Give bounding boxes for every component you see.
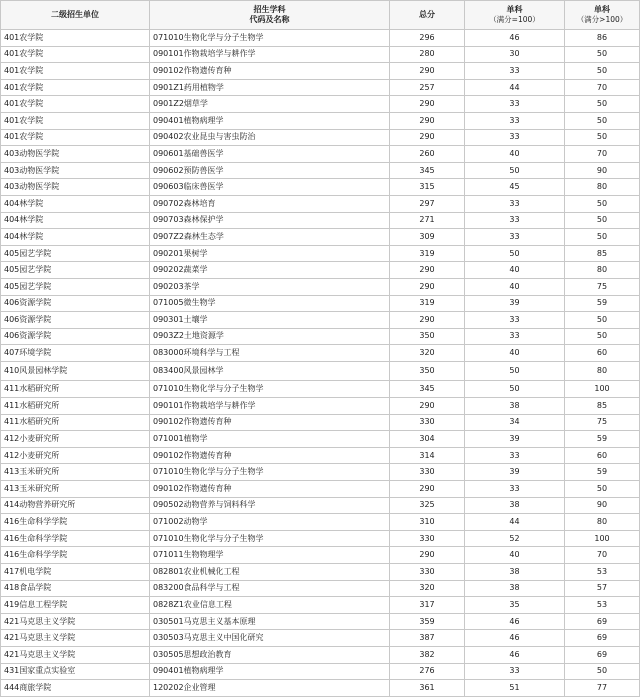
single-over-100-cell: 50 (565, 46, 640, 63)
single-over-100-cell: 70 (565, 79, 640, 96)
unit-cell: 413玉米研究所 (1, 481, 150, 498)
subject-cell: 071011生物物理学 (150, 547, 390, 564)
single-100-cell: 44 (465, 79, 565, 96)
header-subject-line1: 招生学科 (253, 5, 286, 14)
subject-cell: 090102作物遗传育种 (150, 63, 390, 80)
single-over-100-cell: 50 (565, 328, 640, 345)
single-100-cell: 39 (465, 295, 565, 312)
single-100-cell: 51 (465, 680, 565, 697)
total-score-cell: 325 (390, 497, 465, 514)
subject-cell: 071010生物化学与分子生物学 (150, 30, 390, 47)
single-over-100-cell: 69 (565, 613, 640, 630)
total-score-cell: 345 (390, 162, 465, 179)
unit-cell: 406资源学院 (1, 312, 150, 329)
subject-cell: 071002动物学 (150, 514, 390, 531)
table-row (1, 278, 640, 295)
subject-cell: 090502动物营养与饲料科学 (150, 497, 390, 514)
total-score-cell: 382 (390, 646, 465, 663)
subject-cell: 090301土壤学 (150, 312, 390, 329)
table-row (1, 414, 640, 431)
unit-cell: 405园艺学院 (1, 278, 150, 295)
unit-cell: 403动物医学院 (1, 162, 150, 179)
total-score-cell: 296 (390, 30, 465, 47)
table-row (1, 345, 640, 362)
subject-cell: 071010生物化学与分子生物学 (150, 530, 390, 547)
single-100-cell: 38 (465, 564, 565, 581)
single-over-100-cell: 57 (565, 580, 640, 597)
unit-cell: 401农学院 (1, 129, 150, 146)
table-row (1, 481, 640, 498)
unit-cell: 419信息工程学院 (1, 597, 150, 614)
total-score-cell: 330 (390, 530, 465, 547)
single-over-100-cell: 80 (565, 514, 640, 531)
total-score-cell: 290 (390, 312, 465, 329)
subject-cell: 030501马克思主义基本原理 (150, 613, 390, 630)
unit-cell: 421马克思主义学院 (1, 630, 150, 647)
unit-cell: 414动物营养研究所 (1, 497, 150, 514)
single-100-cell: 40 (465, 146, 565, 163)
unit-cell: 405园艺学院 (1, 262, 150, 279)
subject-cell: 071010生物化学与分子生物学 (150, 381, 390, 398)
total-score-cell: 314 (390, 447, 465, 464)
single-100-cell: 46 (465, 646, 565, 663)
total-score-cell: 330 (390, 464, 465, 481)
single-over-100-cell: 53 (565, 564, 640, 581)
single-over-100-cell: 70 (565, 547, 640, 564)
single-100-cell: 45 (465, 179, 565, 196)
single-100-cell: 50 (465, 381, 565, 398)
unit-cell: 401农学院 (1, 46, 150, 63)
unit-cell: 410风景园林学院 (1, 361, 150, 381)
single-100-cell: 30 (465, 46, 565, 63)
subject-cell: 0901Z2烟草学 (150, 96, 390, 113)
table-row (1, 663, 640, 680)
subject-cell: 090101作物栽培学与耕作学 (150, 398, 390, 415)
single-over-100-cell: 85 (565, 398, 640, 415)
unit-cell: 413玉米研究所 (1, 464, 150, 481)
total-score-cell: 290 (390, 547, 465, 564)
single-100-cell: 39 (465, 464, 565, 481)
unit-cell: 431国家重点实验室 (1, 663, 150, 680)
unit-cell: 444商旅学院 (1, 680, 150, 697)
single-100-cell: 39 (465, 431, 565, 448)
single-over-100-cell: 86 (565, 30, 640, 47)
single-over-100-cell: 50 (565, 129, 640, 146)
table-row (1, 30, 640, 47)
total-score-cell: 361 (390, 680, 465, 697)
subject-cell: 083400风景园林学 (150, 361, 390, 381)
single-100-cell: 50 (465, 245, 565, 262)
subject-cell: 090603临床兽医学 (150, 179, 390, 196)
table-row (1, 613, 640, 630)
unit-cell: 411水稻研究所 (1, 398, 150, 415)
table-row (1, 129, 640, 146)
total-score-cell: 290 (390, 63, 465, 80)
single-100-cell: 33 (465, 212, 565, 229)
subject-cell: 0828Z1农业信息工程 (150, 597, 390, 614)
unit-cell: 406资源学院 (1, 295, 150, 312)
subject-cell: 0907Z2森林生态学 (150, 229, 390, 246)
table-row (1, 63, 640, 80)
unit-cell: 406资源学院 (1, 328, 150, 345)
unit-cell: 412小麦研究所 (1, 447, 150, 464)
unit-cell: 418食品学院 (1, 580, 150, 597)
single-100-cell: 46 (465, 613, 565, 630)
total-score-cell: 319 (390, 295, 465, 312)
single-100-cell: 50 (465, 361, 565, 381)
single-over-100-cell: 50 (565, 312, 640, 329)
total-score-cell: 310 (390, 514, 465, 531)
header-unit: 二级招生单位 (1, 1, 150, 30)
table-row (1, 96, 640, 113)
subject-cell: 090203茶学 (150, 278, 390, 295)
single-over-100-cell: 80 (565, 262, 640, 279)
unit-cell: 404林学院 (1, 212, 150, 229)
subject-cell: 082801农业机械化工程 (150, 564, 390, 581)
table-row (1, 547, 640, 564)
subject-cell: 083200食品科学与工程 (150, 580, 390, 597)
header-single-100-line1: 单科 (506, 5, 523, 14)
single-100-cell: 33 (465, 312, 565, 329)
single-100-cell: 33 (465, 129, 565, 146)
single-100-cell: 38 (465, 398, 565, 415)
header-single-over-100-line1: 单科 (594, 5, 610, 14)
total-score-cell: 320 (390, 345, 465, 362)
single-over-100-cell: 50 (565, 63, 640, 80)
single-100-cell: 46 (465, 630, 565, 647)
table-row (1, 381, 640, 398)
single-over-100-cell: 90 (565, 497, 640, 514)
total-score-cell: 350 (390, 361, 465, 381)
unit-cell: 421马克思主义学院 (1, 646, 150, 663)
single-100-cell: 44 (465, 514, 565, 531)
total-score-cell: 387 (390, 630, 465, 647)
single-over-100-cell: 75 (565, 414, 640, 431)
total-score-cell: 290 (390, 481, 465, 498)
subject-cell: 083000环境科学与工程 (150, 345, 390, 362)
table-row (1, 229, 640, 246)
subject-cell: 071001植物学 (150, 431, 390, 448)
single-100-cell: 46 (465, 30, 565, 47)
table-row (1, 398, 640, 415)
subject-cell: 090401植物病理学 (150, 663, 390, 680)
unit-cell: 416生命科学学院 (1, 530, 150, 547)
total-score-cell: 297 (390, 195, 465, 212)
table-row (1, 580, 640, 597)
subject-cell: 090102作物遗传育种 (150, 447, 390, 464)
subject-cell: 090703森林保护学 (150, 212, 390, 229)
table-row (1, 212, 640, 229)
header-row (1, 1, 640, 30)
single-over-100-cell: 50 (565, 212, 640, 229)
header-subject-line2: 代码及名称 (249, 15, 290, 24)
single-over-100-cell: 69 (565, 630, 640, 647)
unit-cell: 401农学院 (1, 30, 150, 47)
total-score-cell: 315 (390, 179, 465, 196)
subject-cell: 090601基础兽医学 (150, 146, 390, 163)
unit-cell: 407环境学院 (1, 345, 150, 362)
table-body (1, 30, 640, 697)
total-score-cell: 330 (390, 564, 465, 581)
unit-cell: 403动物医学院 (1, 179, 150, 196)
table-row (1, 245, 640, 262)
unit-cell: 401农学院 (1, 112, 150, 129)
single-over-100-cell: 85 (565, 245, 640, 262)
single-over-100-cell: 59 (565, 295, 640, 312)
header-single-100-line2: （满分=100） (489, 15, 540, 24)
header-single-100 (465, 1, 565, 30)
unit-cell: 404林学院 (1, 195, 150, 212)
single-100-cell: 33 (465, 663, 565, 680)
single-over-100-cell: 50 (565, 96, 640, 113)
single-over-100-cell: 50 (565, 229, 640, 246)
total-score-cell: 290 (390, 398, 465, 415)
subject-cell: 071010生物化学与分子生物学 (150, 464, 390, 481)
total-score-cell: 330 (390, 414, 465, 431)
total-score-cell: 271 (390, 212, 465, 229)
total-score-cell: 276 (390, 663, 465, 680)
single-over-100-cell: 80 (565, 361, 640, 381)
total-score-cell: 304 (390, 431, 465, 448)
single-100-cell: 35 (465, 597, 565, 614)
table-row (1, 431, 640, 448)
header-single-over-100-line2: （满分>100） (576, 15, 628, 24)
single-100-cell: 40 (465, 278, 565, 295)
table-row (1, 179, 640, 196)
single-over-100-cell: 59 (565, 431, 640, 448)
single-over-100-cell: 50 (565, 195, 640, 212)
total-score-cell: 317 (390, 597, 465, 614)
total-score-cell: 280 (390, 46, 465, 63)
single-100-cell: 33 (465, 112, 565, 129)
single-100-cell: 50 (465, 162, 565, 179)
single-100-cell: 33 (465, 195, 565, 212)
single-over-100-cell: 53 (565, 597, 640, 614)
single-100-cell: 40 (465, 547, 565, 564)
subject-cell: 030503马克思主义中国化研究 (150, 630, 390, 647)
table-row (1, 497, 640, 514)
total-score-cell: 290 (390, 278, 465, 295)
single-over-100-cell: 80 (565, 179, 640, 196)
subject-cell: 120202企业管理 (150, 680, 390, 697)
table-row (1, 530, 640, 547)
unit-cell: 405园艺学院 (1, 245, 150, 262)
table-row (1, 564, 640, 581)
total-score-cell: 359 (390, 613, 465, 630)
total-score-cell: 319 (390, 245, 465, 262)
single-over-100-cell: 50 (565, 112, 640, 129)
unit-cell: 411水稻研究所 (1, 381, 150, 398)
single-over-100-cell: 60 (565, 447, 640, 464)
single-100-cell: 38 (465, 497, 565, 514)
table-row (1, 312, 640, 329)
total-score-cell: 290 (390, 96, 465, 113)
total-score-cell: 290 (390, 262, 465, 279)
subject-cell: 090101作物栽培学与耕作学 (150, 46, 390, 63)
subject-cell: 090202蔬菜学 (150, 262, 390, 279)
single-over-100-cell: 100 (565, 530, 640, 547)
subject-cell: 071005微生物学 (150, 295, 390, 312)
table-row (1, 79, 640, 96)
table-row (1, 146, 640, 163)
table-row (1, 447, 640, 464)
single-100-cell: 34 (465, 414, 565, 431)
single-100-cell: 33 (465, 96, 565, 113)
table-row (1, 328, 640, 345)
subject-cell: 0903Z2土地资源学 (150, 328, 390, 345)
table-row (1, 646, 640, 663)
single-over-100-cell: 100 (565, 381, 640, 398)
unit-cell: 404林学院 (1, 229, 150, 246)
total-score-cell: 290 (390, 129, 465, 146)
subject-cell: 0901Z1药用植物学 (150, 79, 390, 96)
unit-cell: 416生命科学学院 (1, 514, 150, 531)
table-row (1, 262, 640, 279)
single-over-100-cell: 69 (565, 646, 640, 663)
total-score-cell: 260 (390, 146, 465, 163)
total-score-cell: 320 (390, 580, 465, 597)
single-100-cell: 33 (465, 328, 565, 345)
unit-cell: 401农学院 (1, 96, 150, 113)
subject-cell: 090402农业昆虫与害虫防治 (150, 129, 390, 146)
single-over-100-cell: 70 (565, 146, 640, 163)
unit-cell: 416生命科学学院 (1, 547, 150, 564)
subject-cell: 090102作物遗传育种 (150, 414, 390, 431)
header-single-over-100 (565, 1, 640, 30)
single-100-cell: 52 (465, 530, 565, 547)
total-score-cell: 309 (390, 229, 465, 246)
single-100-cell: 33 (465, 481, 565, 498)
subject-cell: 090401植物病理学 (150, 112, 390, 129)
subject-cell: 090201果树学 (150, 245, 390, 262)
table-row (1, 295, 640, 312)
total-score-cell: 290 (390, 112, 465, 129)
header-subject (150, 1, 390, 30)
unit-cell: 412小麦研究所 (1, 431, 150, 448)
single-100-cell: 40 (465, 345, 565, 362)
table-row (1, 112, 640, 129)
single-over-100-cell: 50 (565, 481, 640, 498)
subject-cell: 090702森林培育 (150, 195, 390, 212)
total-score-cell: 350 (390, 328, 465, 345)
single-over-100-cell: 59 (565, 464, 640, 481)
table-row (1, 162, 640, 179)
single-over-100-cell: 75 (565, 278, 640, 295)
table-row (1, 597, 640, 614)
table-row (1, 46, 640, 63)
single-100-cell: 33 (465, 229, 565, 246)
table-row (1, 361, 640, 381)
subject-cell: 090602预防兽医学 (150, 162, 390, 179)
subject-cell: 090102作物遗传育种 (150, 481, 390, 498)
table-row (1, 680, 640, 697)
unit-cell: 421马克思主义学院 (1, 613, 150, 630)
unit-cell: 401农学院 (1, 63, 150, 80)
total-score-cell: 257 (390, 79, 465, 96)
table-row (1, 514, 640, 531)
header-total: 总分 (390, 1, 465, 30)
table-row (1, 195, 640, 212)
single-100-cell: 38 (465, 580, 565, 597)
table-row (1, 464, 640, 481)
single-over-100-cell: 90 (565, 162, 640, 179)
single-100-cell: 33 (465, 63, 565, 80)
table-row (1, 630, 640, 647)
unit-cell: 417机电学院 (1, 564, 150, 581)
unit-cell: 403动物医学院 (1, 146, 150, 163)
total-score-cell: 345 (390, 381, 465, 398)
unit-cell: 411水稻研究所 (1, 414, 150, 431)
single-over-100-cell: 60 (565, 345, 640, 362)
unit-cell: 401农学院 (1, 79, 150, 96)
single-over-100-cell: 50 (565, 663, 640, 680)
single-100-cell: 33 (465, 447, 565, 464)
single-over-100-cell: 77 (565, 680, 640, 697)
subject-cell: 030505思想政治教育 (150, 646, 390, 663)
single-100-cell: 40 (465, 262, 565, 279)
